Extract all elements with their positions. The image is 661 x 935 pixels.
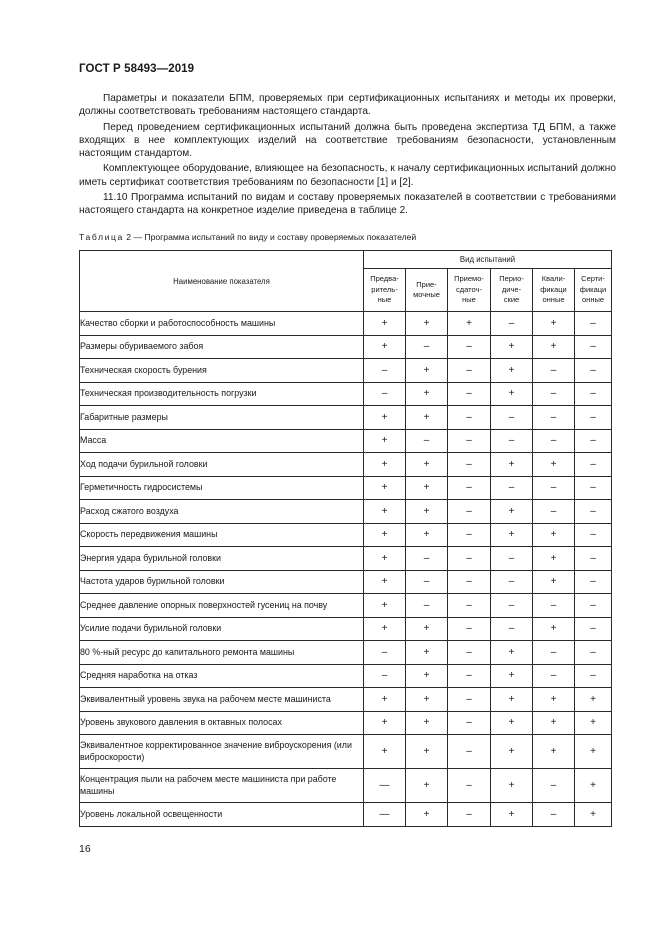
test-mark-cell: – xyxy=(575,476,612,500)
test-mark-cell: — xyxy=(364,769,406,803)
column-header-line: Прие- xyxy=(416,279,437,289)
test-mark-cell: – xyxy=(533,500,575,524)
test-mark-cell: – xyxy=(448,664,491,688)
test-mark-cell: – xyxy=(406,570,448,594)
test-mark-cell: + xyxy=(533,312,575,336)
test-mark-cell: – xyxy=(491,594,533,618)
table-row xyxy=(80,335,612,359)
table-row xyxy=(80,453,612,477)
test-mark-cell: + xyxy=(364,312,406,336)
test-mark-cell: – xyxy=(448,359,491,383)
indicator-name: Расход сжатого воздуха xyxy=(80,500,364,524)
table-row xyxy=(80,312,612,336)
test-mark-cell: – xyxy=(406,335,448,359)
paragraph: Параметры и показатели БПМ, проверяемых при сертификационных испытаниях и методы их проверки, должны соответствовать требованиям настоящего стандарта. xyxy=(79,93,616,118)
paragraph: 11.10 Программа испытаний по видам и составу проверяемых показателей в соответствии с требованиями настоящего стандарта на конкретное изделие приведена в таблице 2. xyxy=(79,192,616,217)
test-mark-cell: + xyxy=(406,359,448,383)
indicator-name: Усилие подачи бурильной головки xyxy=(80,617,364,641)
test-mark-cell: + xyxy=(406,711,448,735)
test-mark-cell: + xyxy=(406,382,448,406)
test-mark-cell: + xyxy=(491,711,533,735)
test-mark-cell: + xyxy=(491,359,533,383)
test-mark-cell: – xyxy=(448,406,491,430)
test-mark-cell: – xyxy=(448,335,491,359)
test-mark-cell: – xyxy=(575,453,612,477)
indicator-name: Энергия удара бурильной головки xyxy=(80,547,364,571)
test-mark-cell: + xyxy=(533,335,575,359)
test-mark-cell: – xyxy=(533,359,575,383)
indicator-name: Среднее давление опорных поверхностей гусениц на почву xyxy=(80,594,364,618)
test-mark-cell: + xyxy=(364,735,406,769)
test-mark-cell: + xyxy=(491,500,533,524)
test-mark-cell: – xyxy=(448,476,491,500)
test-mark-cell: + xyxy=(491,382,533,406)
indicator-name: Техническая скорость бурения xyxy=(80,359,364,383)
test-mark-cell: + xyxy=(491,641,533,665)
column-header-2 xyxy=(406,269,448,312)
test-mark-cell: + xyxy=(406,803,448,827)
test-mark-cell: + xyxy=(491,688,533,712)
test-mark-cell: – xyxy=(448,570,491,594)
column-header-line: фикаци xyxy=(579,284,607,294)
indicator-name: 80 %-ный ресурс до капитального ремонта машины xyxy=(80,641,364,665)
test-mark-cell: + xyxy=(364,500,406,524)
test-mark-cell: + xyxy=(533,453,575,477)
indicator-name: Концентрация пыли на рабочем месте машиниста при работе машины xyxy=(80,769,364,803)
test-mark-cell: + xyxy=(491,769,533,803)
column-header-line: фикаци xyxy=(540,284,567,294)
test-mark-cell: + xyxy=(364,429,406,453)
test-mark-cell: – xyxy=(448,382,491,406)
test-mark-cell: – xyxy=(533,382,575,406)
test-program-table xyxy=(79,250,612,827)
test-mark-cell: + xyxy=(406,769,448,803)
body-text xyxy=(79,92,616,220)
table-caption-label: Таблица xyxy=(79,232,124,242)
test-mark-cell: – xyxy=(364,382,406,406)
table-caption-text: 2 — Программа испытаний по виду и составу проверяемых показателей xyxy=(123,232,417,242)
column-header-line: онные xyxy=(582,295,605,305)
column-header-line: ритель- xyxy=(371,284,398,294)
test-mark-cell: – xyxy=(575,335,612,359)
test-mark-cell: – xyxy=(448,711,491,735)
table-row xyxy=(80,570,612,594)
test-mark-cell: + xyxy=(406,476,448,500)
table-row xyxy=(80,476,612,500)
test-mark-cell: – xyxy=(448,523,491,547)
test-mark-cell: – xyxy=(406,429,448,453)
test-mark-cell: – xyxy=(575,406,612,430)
test-mark-cell: + xyxy=(364,594,406,618)
table-row xyxy=(80,594,612,618)
indicator-name: Скорость передвижения машины xyxy=(80,523,364,547)
test-mark-cell: + xyxy=(448,312,491,336)
test-mark-cell: + xyxy=(364,547,406,571)
table-row xyxy=(80,803,612,827)
column-header-6 xyxy=(575,269,612,312)
test-mark-cell: – xyxy=(448,594,491,618)
indicator-name: Герметичность гидросистемы xyxy=(80,476,364,500)
test-mark-cell: – xyxy=(575,500,612,524)
test-mark-cell: – xyxy=(491,429,533,453)
test-mark-cell: + xyxy=(491,453,533,477)
column-header-line: ские xyxy=(503,295,520,305)
test-mark-cell: + xyxy=(575,803,612,827)
test-mark-cell: + xyxy=(364,570,406,594)
column-header-line: мочные xyxy=(413,290,440,299)
column-header-4 xyxy=(491,269,533,312)
test-mark-cell: + xyxy=(364,688,406,712)
table-row xyxy=(80,664,612,688)
test-mark-cell: + xyxy=(364,617,406,641)
test-mark-cell: – xyxy=(448,735,491,769)
test-mark-cell: + xyxy=(406,664,448,688)
test-mark-cell: – xyxy=(575,382,612,406)
test-mark-cell: – xyxy=(575,359,612,383)
test-mark-cell: + xyxy=(575,688,612,712)
indicator-name: Эквивалентный уровень звука на рабочем месте машиниста xyxy=(80,688,364,712)
page-number: 16 xyxy=(79,843,91,855)
test-mark-cell: + xyxy=(406,406,448,430)
test-mark-cell: + xyxy=(364,335,406,359)
indicator-name: Частота ударов бурильной головки xyxy=(80,570,364,594)
test-mark-cell: — xyxy=(364,803,406,827)
test-mark-cell: + xyxy=(533,523,575,547)
test-mark-cell: – xyxy=(364,359,406,383)
indicator-name: Эквивалентное корректированное значение виброускорения (или виброскорости) xyxy=(80,735,364,769)
test-mark-cell: + xyxy=(406,523,448,547)
test-mark-cell: – xyxy=(491,617,533,641)
test-mark-cell: – xyxy=(533,406,575,430)
column-group-header: Вид испытаний xyxy=(364,251,612,269)
test-mark-cell: – xyxy=(448,617,491,641)
test-mark-cell: + xyxy=(406,500,448,524)
test-mark-cell: – xyxy=(491,312,533,336)
test-mark-cell: – xyxy=(364,641,406,665)
indicator-name: Габаритные размеры xyxy=(80,406,364,430)
table-row xyxy=(80,500,612,524)
test-mark-cell: – xyxy=(533,594,575,618)
column-header-line: сдаточ- xyxy=(456,284,482,294)
test-mark-cell: – xyxy=(448,641,491,665)
table-row xyxy=(80,711,612,735)
test-mark-cell: – xyxy=(533,769,575,803)
test-mark-cell: – xyxy=(448,453,491,477)
table-row xyxy=(80,429,612,453)
test-mark-cell: + xyxy=(406,735,448,769)
test-mark-cell: + xyxy=(406,312,448,336)
test-mark-cell: – xyxy=(575,594,612,618)
test-mark-cell: – xyxy=(448,769,491,803)
test-mark-cell: – xyxy=(448,547,491,571)
column-header-line: Приемо- xyxy=(454,274,484,284)
test-mark-cell: + xyxy=(364,406,406,430)
test-mark-cell: + xyxy=(533,570,575,594)
column-header-line: Серти- xyxy=(581,274,605,284)
test-mark-cell: – xyxy=(491,570,533,594)
test-mark-cell: + xyxy=(364,453,406,477)
test-mark-cell: + xyxy=(575,769,612,803)
table-caption xyxy=(79,232,416,242)
paragraph: Комплектующее оборудование, влияющее на безопасность, к началу сертификационных испытаний должно иметь сертификат соответствия требованиям по безопасности [1] и [2]. xyxy=(79,163,616,188)
test-mark-cell: – xyxy=(533,429,575,453)
indicator-name: Уровень локальной освещенности xyxy=(80,803,364,827)
test-mark-cell: + xyxy=(575,711,612,735)
indicator-name: Масса xyxy=(80,429,364,453)
test-mark-cell: + xyxy=(364,711,406,735)
test-mark-cell: + xyxy=(364,476,406,500)
test-mark-cell: – xyxy=(448,429,491,453)
test-mark-cell: – xyxy=(448,500,491,524)
test-mark-cell: – xyxy=(533,641,575,665)
test-mark-cell: – xyxy=(575,429,612,453)
test-mark-cell: + xyxy=(533,547,575,571)
column-header-5 xyxy=(533,269,575,312)
test-mark-cell: – xyxy=(406,547,448,571)
test-mark-cell: + xyxy=(406,617,448,641)
test-mark-cell: + xyxy=(533,711,575,735)
test-mark-cell: + xyxy=(406,641,448,665)
test-mark-cell: – xyxy=(448,688,491,712)
indicator-name: Качество сборки и работоспособность машины xyxy=(80,312,364,336)
test-mark-cell: – xyxy=(533,803,575,827)
test-mark-cell: + xyxy=(533,688,575,712)
test-mark-cell: – xyxy=(575,570,612,594)
test-mark-cell: – xyxy=(364,664,406,688)
table-row xyxy=(80,688,612,712)
test-mark-cell: + xyxy=(575,735,612,769)
test-mark-cell: – xyxy=(575,547,612,571)
column-header-line: Предва- xyxy=(370,274,399,284)
indicator-name: Техническая производительность погрузки xyxy=(80,382,364,406)
test-mark-cell: – xyxy=(575,617,612,641)
test-mark-cell: + xyxy=(406,453,448,477)
test-mark-cell: + xyxy=(491,335,533,359)
table-row xyxy=(80,769,612,803)
indicator-name: Размеры обуриваемого забоя xyxy=(80,335,364,359)
column-header-3 xyxy=(448,269,491,312)
test-mark-cell: + xyxy=(491,803,533,827)
test-mark-cell: – xyxy=(575,312,612,336)
column-header-line: ные xyxy=(462,295,476,305)
column-header-1 xyxy=(364,269,406,312)
test-mark-cell: + xyxy=(533,735,575,769)
document-header: ГОСТ Р 58493—2019 xyxy=(79,63,195,75)
table-row xyxy=(80,547,612,571)
test-mark-cell: + xyxy=(491,735,533,769)
indicator-name: Ход подачи бурильной головки xyxy=(80,453,364,477)
test-mark-cell: – xyxy=(533,476,575,500)
test-mark-cell: – xyxy=(448,803,491,827)
test-mark-cell: – xyxy=(575,523,612,547)
column-header-line: Перио- xyxy=(499,274,524,284)
test-mark-cell: – xyxy=(491,476,533,500)
test-mark-cell: – xyxy=(491,547,533,571)
test-mark-cell: – xyxy=(491,406,533,430)
table-row xyxy=(80,406,612,430)
table-row xyxy=(80,382,612,406)
paragraph: Перед проведением сертификационных испытаний должна быть проведена экспертиза ТД БПМ, а также входящих в нее комплектующих изделий на соответствие требованиям безопасности, установленным настоящим стандартом. xyxy=(79,121,616,159)
test-mark-cell: + xyxy=(533,617,575,641)
test-mark-cell: + xyxy=(491,523,533,547)
test-mark-cell: – xyxy=(575,641,612,665)
table-row xyxy=(80,735,612,769)
table-row xyxy=(80,523,612,547)
column-header-line: ные xyxy=(377,295,392,305)
column-header-line: онные xyxy=(542,295,565,305)
column-header-line: Квали- xyxy=(541,274,566,284)
test-mark-cell: + xyxy=(406,688,448,712)
table-row xyxy=(80,641,612,665)
test-mark-cell: – xyxy=(406,594,448,618)
test-mark-cell: + xyxy=(491,664,533,688)
test-mark-cell: + xyxy=(364,523,406,547)
column-header-line: диче- xyxy=(501,284,522,294)
table-row xyxy=(80,617,612,641)
test-mark-cell: – xyxy=(575,664,612,688)
indicator-name: Уровень звукового давления в октавных полосах xyxy=(80,711,364,735)
column-header-name: Наименование показателя xyxy=(80,251,364,312)
table-row xyxy=(80,359,612,383)
indicator-name: Средняя наработка на отказ xyxy=(80,664,364,688)
test-mark-cell: – xyxy=(533,664,575,688)
